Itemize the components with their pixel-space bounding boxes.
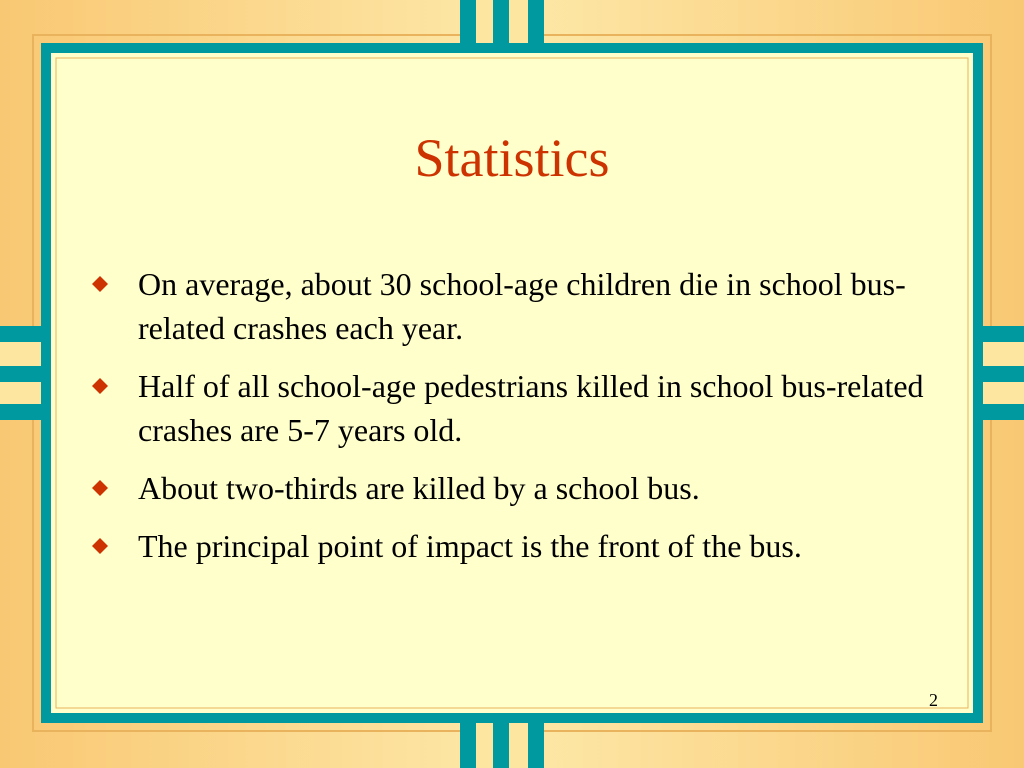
diamond-icon <box>92 378 108 394</box>
list-item <box>90 364 950 452</box>
diamond-icon <box>92 538 108 554</box>
slide-title: Statistics <box>414 128 610 188</box>
list-item <box>90 466 950 510</box>
bullet-text: On average, about 30 school-age children die in school bus-related crashes each year. <box>138 266 906 346</box>
bullet-text: The principal point of impact is the front of the bus. <box>138 528 802 564</box>
page-number: 2 <box>929 690 938 710</box>
list-item <box>90 524 950 568</box>
bullet-text: About two-thirds are killed by a school bus. <box>138 470 700 506</box>
diamond-icon <box>92 276 108 292</box>
bullet-list <box>90 262 950 582</box>
diamond-icon <box>92 480 108 496</box>
list-item <box>90 262 950 350</box>
bullet-text: Half of all school-age pedestrians killed in school bus-related crashes are 5-7 years old. <box>138 368 924 448</box>
